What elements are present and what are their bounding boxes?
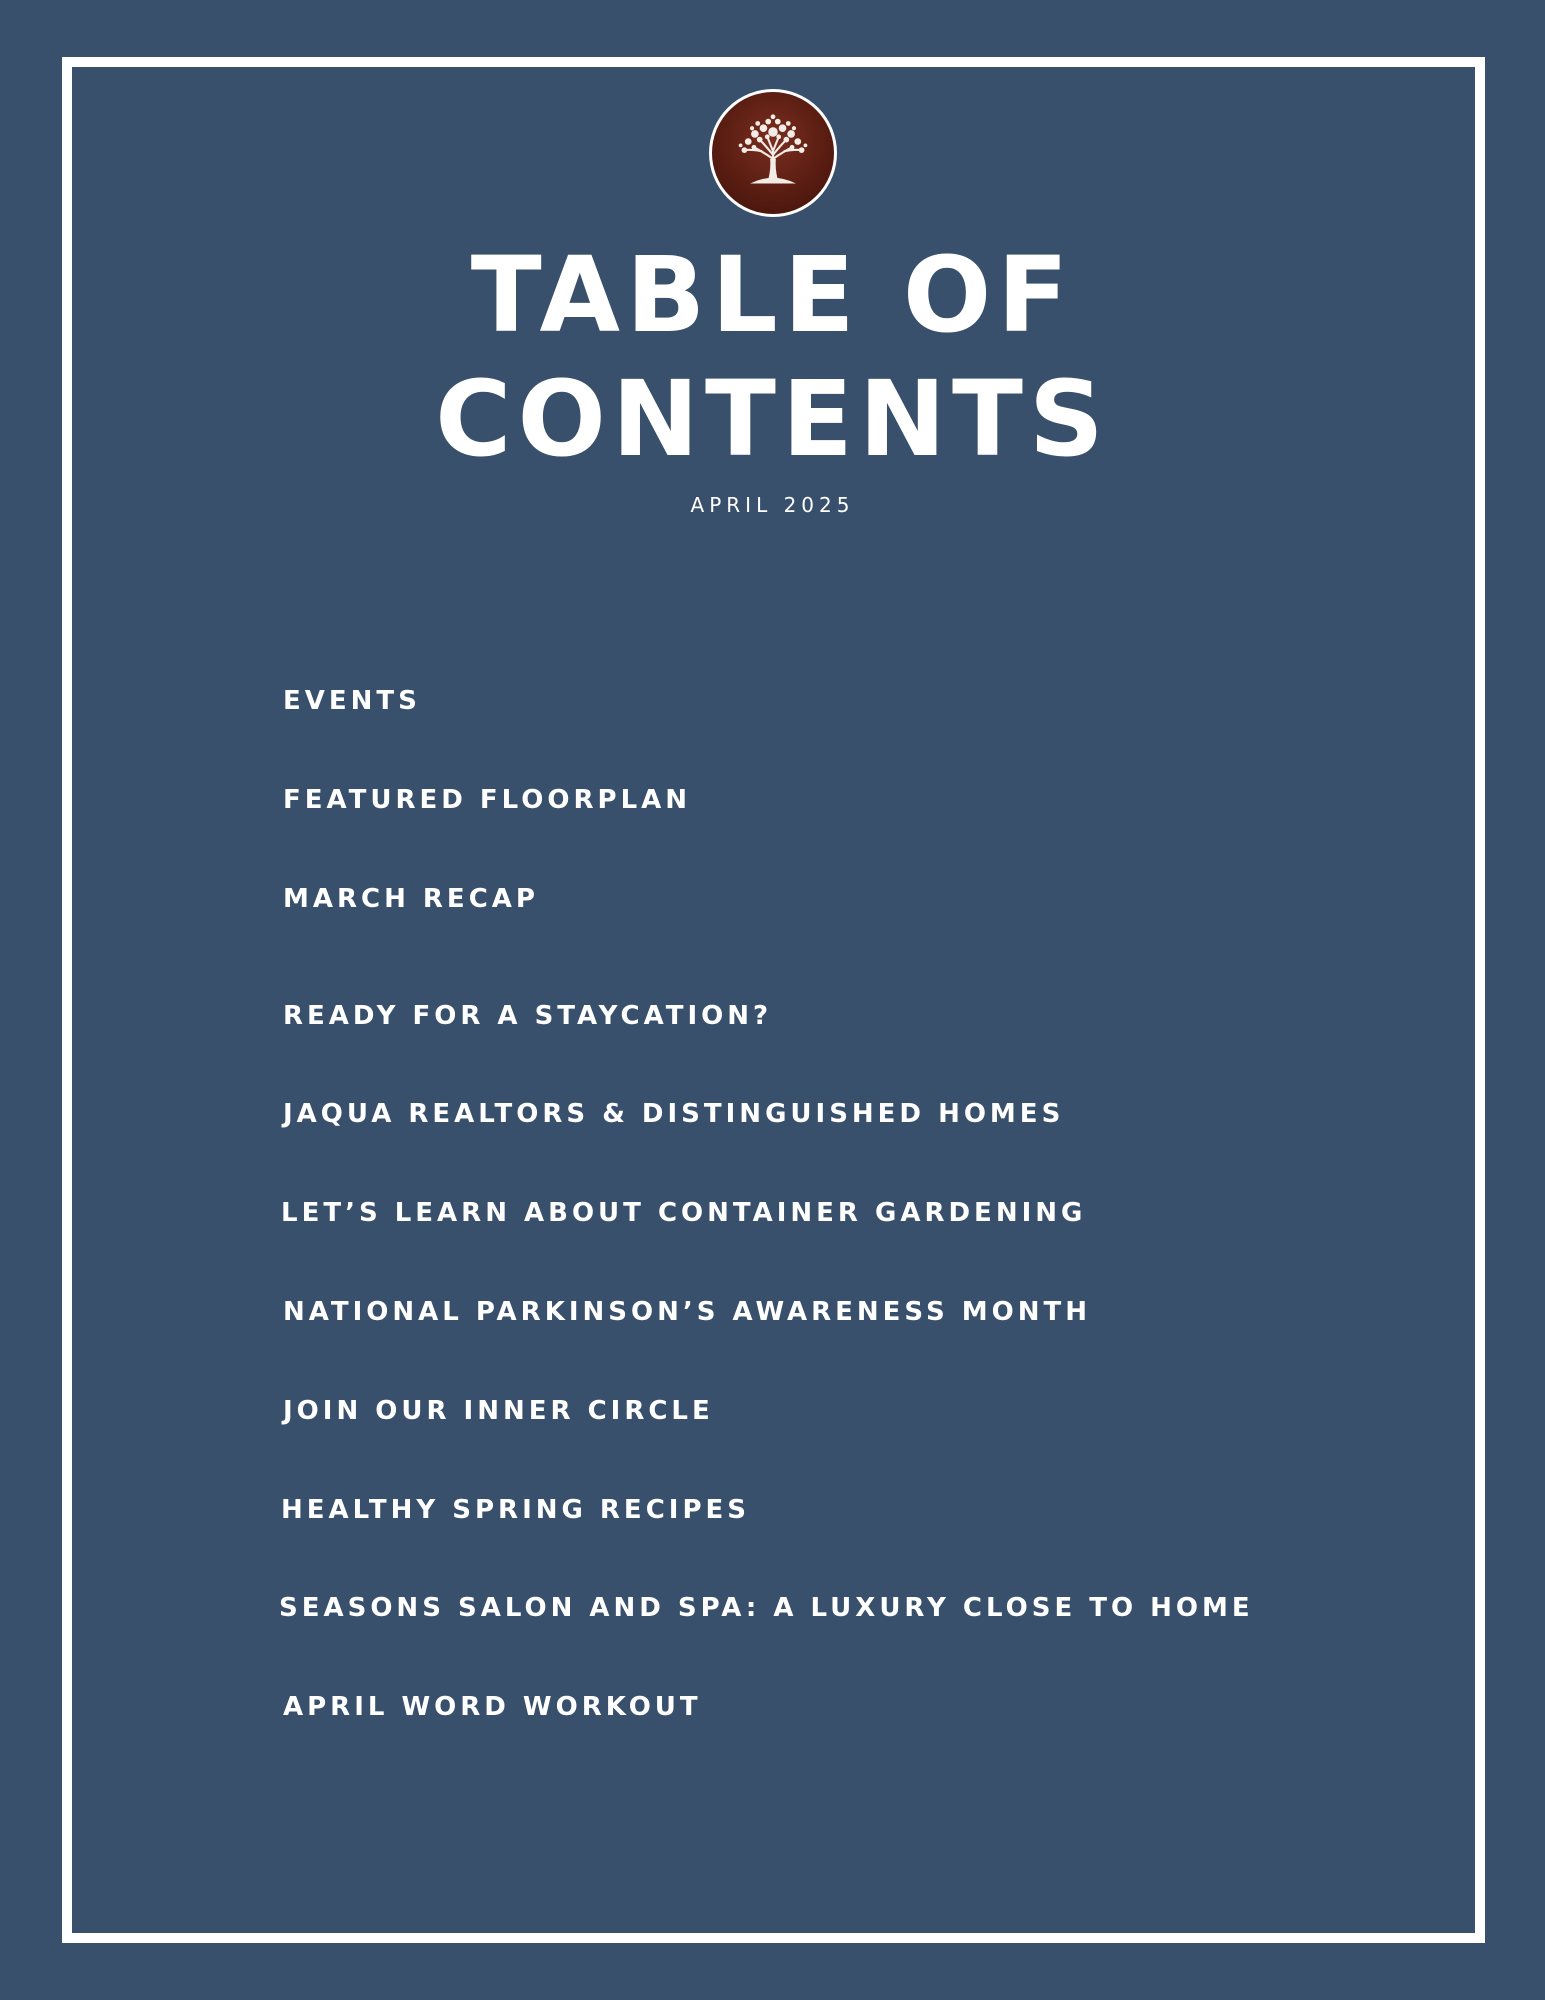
issue-date: APRIL 2025 [690, 493, 855, 517]
toc-item-container-gardening: LET’S LEARN ABOUT CONTAINER GARDENING [281, 1198, 1087, 1228]
toc-item-seasons-salon: SEASONS SALON AND SPA: A LUXURY CLOSE TO HOME [279, 1593, 1254, 1623]
toc-item-events: EVENTS [283, 686, 421, 716]
toc-item-featured-floorplan: FEATURED FLOORPLAN [283, 785, 692, 815]
toc-item-parkinsons-awareness: NATIONAL PARKINSON’S AWARENESS MONTH [283, 1297, 1091, 1327]
toc-item-march-recap: MARCH RECAP [283, 884, 539, 914]
toc-item-word-workout: APRIL WORD WORKOUT [283, 1692, 702, 1722]
page-title-line-1: TABLE OF [470, 234, 1075, 356]
toc-item-staycation: READY FOR A STAYCATION? [283, 1001, 773, 1031]
page-title-line-2: CONTENTS [435, 358, 1110, 480]
toc-item-spring-recipes: HEALTHY SPRING RECIPES [281, 1495, 750, 1525]
toc-item-inner-circle: JOIN OUR INNER CIRCLE [283, 1396, 714, 1426]
tree-of-life-icon [712, 92, 834, 214]
logo [709, 89, 837, 217]
toc-item-jaqua-realtors: JAQUA REALTORS & DISTINGUISHED HOMES [283, 1099, 1065, 1129]
